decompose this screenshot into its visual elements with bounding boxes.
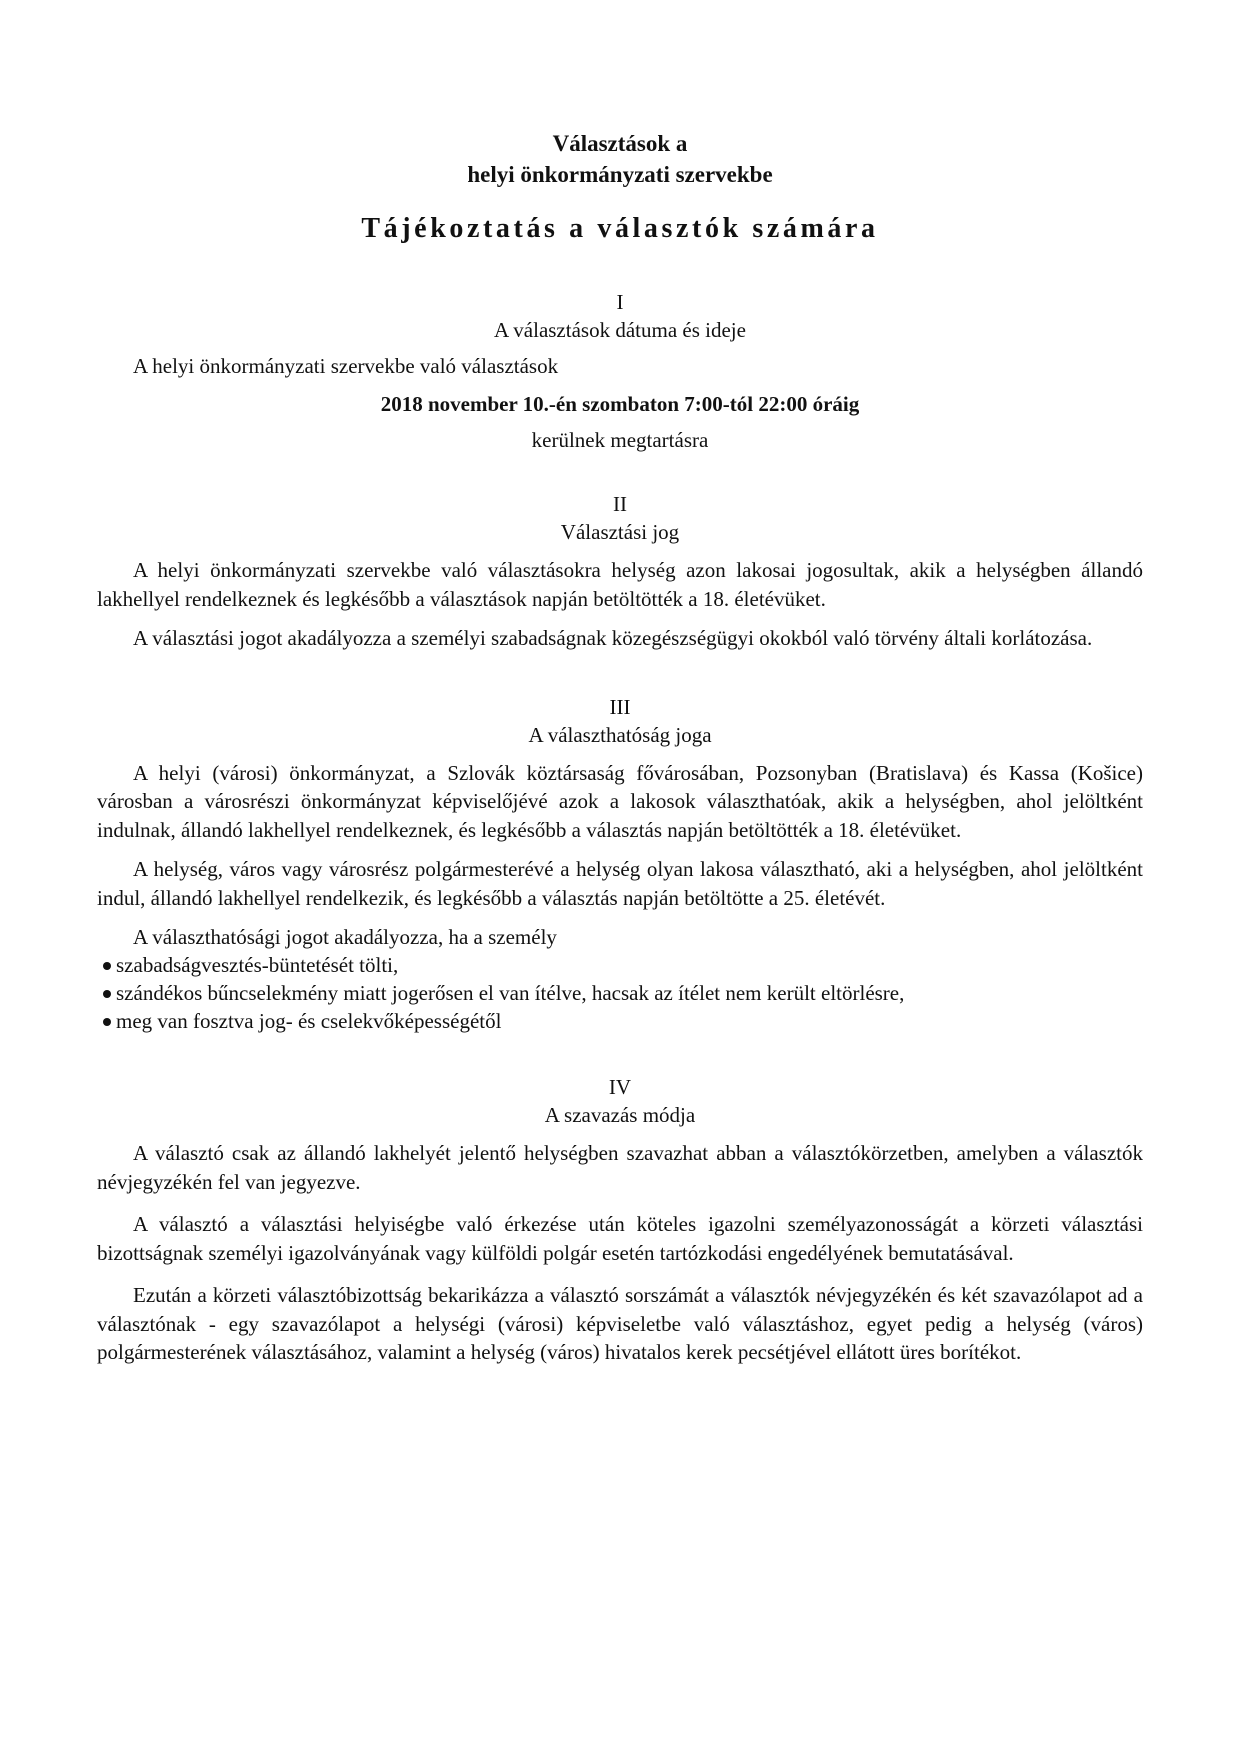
election-date-line: 2018 november 10.-én szombaton 7:00-tól 22:00 óráig [380, 392, 860, 416]
paragraph: A választási jogot akadályozza a személyi szabadságnak közegészségügyi okokból való törvény általi korlátozása. [133, 626, 1093, 650]
section-number: III [609, 694, 631, 719]
section-heading: A választhatóság joga [528, 722, 712, 747]
bullet-icon [103, 1018, 111, 1026]
paragraph: A helyi önkormányzati szervekbe való választásokra helység azon lakosai jogosultak, akik a helységben állandó lakhellyel rendelkeznek és legkésőbb a választások napján betöltötték a 18. életévüket. [97, 558, 1143, 611]
paragraph: A helyi (városi) önkormányzat, a Szlovák köztársaság fővárosában, Pozsonyban (Bratislava) és Kassa (Košice) városban a városrészi önkormányzat képviselőjévé azok a lakosok választhatóak, akik a helységben, ahol jelöltként indulnak, állandó lakhellyel rendelkeznek, és legkésőbb a választás napján betöltötték a 18. életévüket. [97, 760, 1143, 842]
bullet-icon [103, 990, 111, 998]
document-title-line-1: Választások a [552, 131, 688, 156]
section-heading: A szavazás módja [544, 1103, 696, 1127]
list-item [97, 951, 1143, 979]
document-title-line-2: helyi önkormányzati szervekbe [467, 162, 773, 187]
section-1 [97, 288, 1143, 454]
paragraph: A helység, város vagy városrész polgármesterévé a helység olyan lakosa választható, aki a helységben, ahol jelöltként indul, állandó lakhellyel rendelkezik, és legkésőbb a választás napján betöltötte a 25. életévét. [97, 857, 1143, 910]
document-subtitle: Tájékoztatás a választók számára [361, 213, 879, 244]
section-4 [97, 1073, 1143, 1367]
paragraph: A választó csak az állandó lakhelyét jelentő helységben szavazhat abban a választókörzetben, amelyben a választók névjegyzékén fel van jegyezve. [97, 1141, 1143, 1194]
section-closing-line: kerülnek megtartásra [531, 428, 709, 452]
section-heading: Választási jog [560, 520, 680, 544]
section-intro: A helyi önkormányzati szervekbe való választások [133, 354, 559, 378]
ineligibility-list [97, 951, 1143, 1035]
bullet-icon [103, 962, 111, 970]
list-item [97, 1007, 1143, 1035]
list-item-text: meg van fosztva jog- és cselekvőképességétől [116, 1009, 502, 1033]
paragraph: A választó a választási helyiségbe való érkezése után köteles igazolni személyazonosságát a körzeti választási bizottságnak személyi igazolványának vagy külföldi polgár esetén tartózkodási engedélyének bemutatásával. [97, 1212, 1143, 1265]
paragraph: Ezután a körzeti választóbizottság bekarikázza a választó sorszámát a választók névjegyzékén és két szavazólapot ad a választónak - egy szavazólapot a helységi (városi) képviseletbe való választáshoz, egyet pedig a helység (város) polgármesterének választásához, valamint a helység (város) hivatalos kerek pecsétjével ellátott üres borítékot. [97, 1283, 1143, 1364]
section-2 [97, 490, 1143, 653]
section-number: IV [608, 1075, 632, 1099]
section-3 [97, 693, 1143, 1036]
section-number: II [613, 492, 627, 516]
list-item-text: szándékos bűncselekmény miatt jogerősen el van ítélve, hacsak az ítélet nem került eltörlésre, [116, 981, 905, 1005]
list-intro: A választhatósági jogot akadályozza, ha a személy [133, 925, 557, 949]
list-item [97, 979, 1143, 1007]
section-heading: A választások dátuma és ideje [494, 318, 746, 342]
section-number: I [616, 290, 624, 314]
list-item-text: szabadságvesztés-büntetését tölti, [116, 953, 399, 977]
